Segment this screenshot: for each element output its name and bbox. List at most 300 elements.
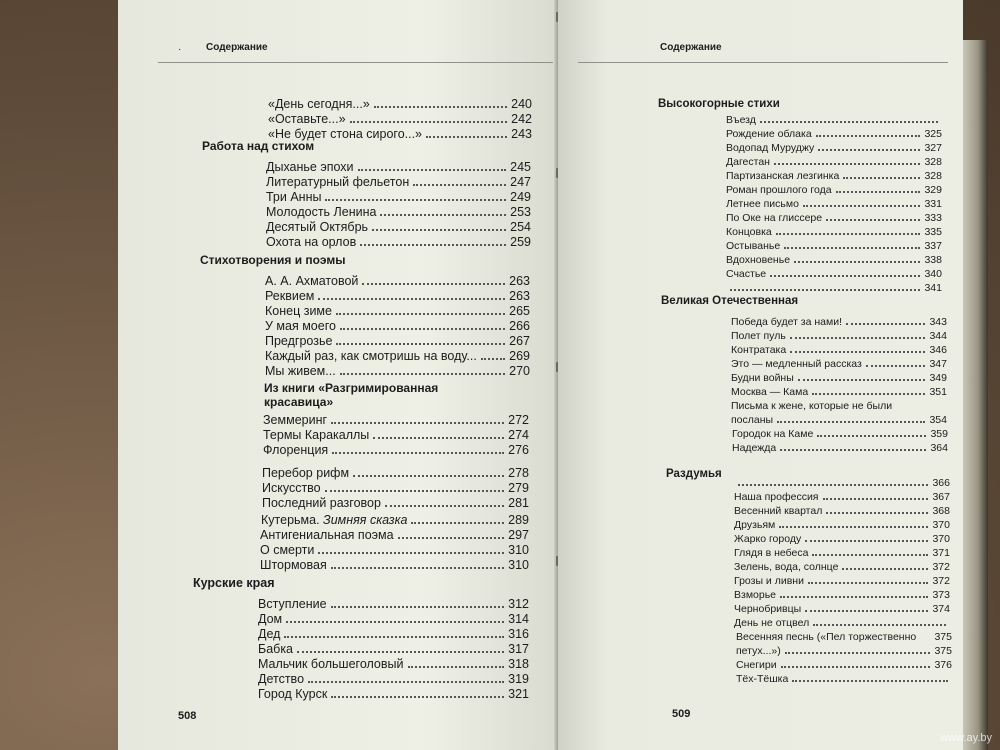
toc-entry <box>731 343 947 357</box>
watermark: www.ay.by <box>940 732 992 744</box>
toc-entry-page: 263 <box>509 289 530 303</box>
toc-entry <box>266 220 531 235</box>
toc-entry <box>726 169 942 183</box>
toc-entry-title: Искусство <box>262 481 321 495</box>
toc-entry-title: Рождение облака <box>726 128 812 140</box>
toc-entry-title: Городок на Каме <box>732 428 814 440</box>
toc-entry <box>736 658 952 672</box>
toc-entry-page: 351 <box>929 386 947 398</box>
toc-entry-page: 254 <box>510 220 531 234</box>
toc-entry <box>726 113 942 127</box>
toc-entry-title: День не отцвел <box>734 617 810 629</box>
toc-entry-title: Антигениальная поэма <box>260 528 394 542</box>
leader-dots <box>780 449 926 451</box>
toc-entry-page: 366 <box>932 477 950 489</box>
toc-list-group4 <box>262 466 529 511</box>
toc-entry <box>734 588 950 602</box>
toc-entry-title: Снегири <box>736 659 777 671</box>
toc-entry-title: Это — медленный рассказ <box>731 358 862 370</box>
toc-entry-title-line2: петух...») <box>736 645 781 657</box>
toc-entry-title: Мы живем... <box>265 364 336 378</box>
toc-entry <box>258 597 529 612</box>
toc-entry <box>731 329 947 343</box>
toc-entry-title: Друзьям <box>734 519 776 531</box>
toc-entry <box>265 334 530 349</box>
toc-entry <box>726 281 942 295</box>
leader-dots <box>353 475 504 477</box>
toc-entry <box>260 528 529 543</box>
toc-entry <box>258 672 529 687</box>
toc-entry-page: 327 <box>924 142 942 154</box>
toc-entry-page: 259 <box>510 235 531 249</box>
toc-entry-title: Литературный фельетон <box>266 175 410 189</box>
header-ornament: · <box>178 44 182 55</box>
toc-entry-page: 263 <box>509 274 530 288</box>
toc-entry-title: Счастье <box>726 268 767 280</box>
toc-entry <box>734 616 950 630</box>
toc-entry <box>258 627 529 642</box>
toc-entry-page: 340 <box>924 268 942 280</box>
toc-entry-page: 276 <box>508 443 529 457</box>
toc-entry-page: 240 <box>511 97 532 111</box>
leader-dots <box>803 205 921 207</box>
section-heading-kurskie: Курские края <box>193 576 275 590</box>
toc-entry <box>262 481 529 496</box>
toc-entry <box>262 496 529 511</box>
toc-entry <box>260 558 529 573</box>
toc-entry-page: 310 <box>508 558 529 572</box>
toc-entry-title: Три Анны <box>266 190 322 204</box>
leader-dots <box>380 214 506 216</box>
leader-dots <box>798 379 926 381</box>
toc-entry-page: 243 <box>511 127 532 141</box>
leader-dots <box>805 540 928 542</box>
leader-dots <box>813 624 946 626</box>
leader-dots <box>774 163 921 165</box>
leader-dots <box>770 275 920 277</box>
leader-dots <box>792 680 948 682</box>
subsection-heading-razgrim <box>264 381 438 409</box>
toc-entry-page: 347 <box>929 358 947 370</box>
toc-entry <box>726 239 942 253</box>
leader-dots <box>336 343 505 345</box>
leader-dots <box>760 121 938 123</box>
toc-entry <box>265 304 530 319</box>
leader-dots <box>808 582 929 584</box>
toc-entry-page: 279 <box>508 481 529 495</box>
toc-entry-title: О смерти <box>260 543 315 557</box>
toc-entry-title: Флоренция <box>263 443 329 457</box>
leader-dots <box>816 135 921 137</box>
toc-entry-song <box>736 630 952 658</box>
toc-entry <box>734 518 950 532</box>
leader-dots <box>785 652 931 654</box>
toc-entry <box>736 672 952 686</box>
toc-entry-title: У мая моего <box>265 319 336 333</box>
toc-entry <box>265 349 530 364</box>
toc-entry-page: 374 <box>932 603 950 615</box>
toc-entry-page: 266 <box>509 319 530 333</box>
leader-dots <box>297 651 504 653</box>
toc-entry-page: 253 <box>510 205 531 219</box>
toc-entry-page: 328 <box>924 156 942 168</box>
leader-dots <box>408 666 505 668</box>
toc-entry-page: 371 <box>932 547 950 559</box>
toc-entry-title: Жарко городу <box>734 533 802 545</box>
toc-entry <box>268 112 532 127</box>
toc-entry-title: Детство <box>258 672 305 686</box>
right-page <box>558 0 963 750</box>
toc-entry-title: Роман прошлого года <box>726 184 832 196</box>
section-heading-rabota: Работа над стихом <box>202 139 315 153</box>
toc-entry-page: 245 <box>510 160 531 174</box>
toc-entry <box>734 574 950 588</box>
toc-entry <box>263 413 529 428</box>
toc-entry-title: Предгрозье <box>265 334 333 348</box>
section-heading-vysokogornye: Высокогорные стихи <box>658 98 780 110</box>
leader-dots <box>318 552 504 554</box>
leader-dots <box>738 484 928 486</box>
toc-list-group2 <box>265 274 530 379</box>
toc-entry <box>731 315 947 329</box>
leader-dots <box>826 219 920 221</box>
toc-entry-page: 375 <box>934 631 952 643</box>
toc-entry-page: 343 <box>929 316 947 328</box>
header-rule-left <box>158 62 553 63</box>
subsection-heading-line1: Из книги «Разгримированная <box>264 381 439 395</box>
toc-entry <box>266 160 531 175</box>
toc-entry-title: Штормовая <box>260 558 327 572</box>
leader-dots <box>817 435 926 437</box>
toc-entry <box>732 441 948 455</box>
toc-entry-page: 372 <box>932 561 950 573</box>
toc-entry-title: Десятый Октябрь <box>266 220 369 234</box>
toc-entry-page: 325 <box>924 128 942 140</box>
toc-entry <box>734 532 950 546</box>
leader-dots <box>331 696 504 698</box>
toc-entry-page: 297 <box>508 528 529 542</box>
leader-dots <box>325 490 505 492</box>
leader-dots <box>826 512 928 514</box>
leader-dots <box>794 261 920 263</box>
toc-entry-page: 269 <box>509 349 530 363</box>
toc-entry <box>726 127 942 141</box>
toc-entry-page: 328 <box>924 170 942 182</box>
toc-entry-page: 368 <box>932 505 950 517</box>
toc-entry-title: Чернобривцы <box>734 603 802 615</box>
toc-entry-page: 318 <box>508 657 529 671</box>
toc-list-group5 <box>260 528 529 573</box>
toc-entry <box>258 612 529 627</box>
toc-entry-title: Город Курск <box>258 687 328 701</box>
toc-entry <box>726 267 942 281</box>
left-page <box>118 0 558 750</box>
toc-entry-page: 310 <box>508 543 529 557</box>
leader-dots <box>385 505 504 507</box>
toc-entry <box>734 504 950 518</box>
toc-entry-page: 249 <box>510 190 531 204</box>
leader-dots <box>426 136 507 138</box>
toc-entry <box>732 427 948 441</box>
toc-entry <box>726 183 942 197</box>
leader-dots <box>373 437 504 439</box>
leader-dots <box>374 106 507 108</box>
leader-dots <box>790 351 925 353</box>
leader-dots <box>823 498 929 500</box>
toc-entry <box>734 560 950 574</box>
leader-dots <box>340 373 505 375</box>
toc-entry <box>731 371 947 385</box>
toc-list-group6 <box>258 597 529 702</box>
toc-list-right-group5 <box>736 658 952 686</box>
leader-dots <box>780 596 928 598</box>
toc-entry-title-line1: Письма к жене, которые не были <box>731 400 893 412</box>
leader-dots <box>340 328 505 330</box>
toc-entry-page: 272 <box>508 413 529 427</box>
toc-entry-page: 337 <box>924 240 942 252</box>
toc-entry-page: 312 <box>508 597 529 611</box>
toc-entry-title: Конец зиме <box>265 304 332 318</box>
toc-entry <box>726 211 942 225</box>
open-book <box>118 0 988 750</box>
leader-dots <box>358 169 507 171</box>
toc-entry <box>266 235 531 250</box>
toc-entry-page: 376 <box>934 659 952 671</box>
toc-entry-title: Весенний квартал <box>734 505 823 517</box>
toc-entry-title: Взморье <box>734 589 777 601</box>
toc-entry-page: 364 <box>930 442 948 454</box>
running-header-left: Содержание <box>206 42 268 53</box>
toc-entry-page: 319 <box>508 672 529 686</box>
toc-entry-page: 367 <box>932 491 950 503</box>
leader-dots <box>331 422 504 424</box>
leader-dots <box>336 313 505 315</box>
toc-entry-page: 321 <box>508 687 529 701</box>
leader-dots <box>360 244 506 246</box>
toc-entry-page: 270 <box>509 364 530 378</box>
leader-dots <box>777 421 925 423</box>
toc-entry <box>726 155 942 169</box>
toc-entry <box>731 357 947 371</box>
leader-dots <box>286 621 504 623</box>
leader-dots <box>331 567 504 569</box>
toc-entry-title: Будни войны <box>731 372 794 384</box>
toc-entry <box>262 466 529 481</box>
toc-entry <box>263 443 529 458</box>
toc-entry-title: Перебор рифм <box>262 466 350 480</box>
toc-entry-title: Водопад Муруджу <box>726 142 815 154</box>
leader-dots <box>332 452 504 454</box>
toc-entry-title: Бабка <box>258 642 294 656</box>
toc-entry-title: Дед <box>258 627 281 641</box>
leader-dots <box>411 522 504 524</box>
toc-entry-title: Москва — Кама <box>731 386 809 398</box>
header-rule-right <box>578 62 948 63</box>
toc-entry <box>263 428 529 443</box>
toc-entry-page: 314 <box>508 612 529 626</box>
running-header-right: Содержание <box>660 42 722 53</box>
toc-entry <box>731 385 947 399</box>
toc-entry-letters <box>731 399 947 427</box>
leader-dots <box>481 358 505 360</box>
toc-list-group3 <box>263 413 529 458</box>
leader-dots <box>812 554 928 556</box>
toc-list-right-group1 <box>726 113 942 295</box>
toc-entry <box>258 687 529 702</box>
section-heading-stikhotvoreniya: Стихотворения и поэмы <box>200 253 346 267</box>
toc-entry-page: 341 <box>924 282 942 294</box>
toc-entry-title: А. А. Ахматовой <box>265 274 359 288</box>
toc-entry-title: Молодость Ленина <box>266 205 377 219</box>
toc-entry-page: 331 <box>924 198 942 210</box>
toc-entry-title: Охота на орлов <box>266 235 357 249</box>
toc-entry-title-line2: посланы <box>731 414 774 426</box>
toc-entry-title: Термы Каракаллы <box>263 428 370 442</box>
toc-entry-title: «День сегодня...» <box>268 97 370 111</box>
leader-dots <box>776 233 921 235</box>
leader-dots <box>308 681 504 683</box>
book-cover-edge <box>963 40 988 750</box>
toc-entry-page: 373 <box>932 589 950 601</box>
toc-entry <box>734 490 950 504</box>
toc-entry-page: 359 <box>930 428 948 440</box>
toc-entry-title: Дагестан <box>726 156 770 168</box>
page-number-right: 509 <box>672 708 691 720</box>
leader-dots <box>372 229 506 231</box>
toc-entry-page: 278 <box>508 466 529 480</box>
toc-entry-title: Последний разговор <box>262 496 381 510</box>
leader-dots <box>350 121 508 123</box>
section-heading-razdumya: Раздумья <box>666 468 722 480</box>
toc-entry-page: 247 <box>510 175 531 189</box>
toc-entry-title: Вступление <box>258 597 327 611</box>
toc-entry-title: По Оке на глиссере <box>726 212 823 224</box>
toc-list-group1 <box>266 160 531 250</box>
toc-entry <box>258 642 529 657</box>
toc-entry <box>265 274 530 289</box>
toc-entry-title: Мальчик большеголовый <box>258 657 404 671</box>
toc-entry <box>266 175 531 190</box>
leader-dots <box>779 526 928 528</box>
leader-dots <box>818 149 920 151</box>
toc-entry-title: Партизанская лезгинка <box>726 170 840 182</box>
toc-entry-kuterma <box>261 513 529 528</box>
toc-entry <box>726 141 942 155</box>
toc-entry-title: Полет пуль <box>731 330 786 342</box>
toc-entry-page: 375 <box>934 645 952 657</box>
leader-dots <box>730 289 920 291</box>
toc-entry <box>266 205 531 220</box>
toc-entry-page: 274 <box>508 428 529 442</box>
leader-dots <box>842 568 928 570</box>
toc-entry-page: 267 <box>509 334 530 348</box>
leader-dots <box>781 666 931 668</box>
toc-entry-title: Каждый раз, как смотришь на воду... <box>265 349 477 363</box>
toc-entry <box>265 364 530 379</box>
toc-list-right-group4 <box>734 476 950 630</box>
toc-entry-title: Летнее письмо <box>726 198 799 210</box>
toc-entry-title: Надежда <box>732 442 777 454</box>
toc-entry-title: Тёх-Тёшка <box>736 673 789 685</box>
toc-entry <box>266 190 531 205</box>
toc-entry <box>734 476 950 490</box>
toc-entry-title: Вдохновенье <box>726 254 791 266</box>
toc-entry-title: Земмеринг <box>263 413 328 427</box>
toc-entry <box>726 197 942 211</box>
toc-entry-page: 372 <box>932 575 950 587</box>
toc-entry-title: Остыванье <box>726 240 781 252</box>
toc-entry-title: «Не будет стона сирого...» <box>268 127 423 141</box>
toc-entry-page: 289 <box>508 513 529 527</box>
toc-entry <box>734 602 950 616</box>
toc-entry-title: Победа будет за нами! <box>731 316 843 328</box>
leader-dots <box>836 191 921 193</box>
toc-entry-page: 329 <box>924 184 942 196</box>
toc-entry-page: 316 <box>508 627 529 641</box>
toc-entry-title: Дыханье эпохи <box>266 160 354 174</box>
leader-dots <box>846 323 925 325</box>
toc-entry-page: 265 <box>509 304 530 318</box>
toc-entry <box>726 225 942 239</box>
toc-entry-page: 335 <box>924 226 942 238</box>
toc-entry-page: 370 <box>932 533 950 545</box>
toc-entry-title: Кутерьма. Зимняя сказка <box>261 513 408 527</box>
toc-entry-title: Зелень, вода, солнце <box>734 561 839 573</box>
toc-entry-title: Въезд <box>726 114 756 126</box>
toc-entry <box>268 97 532 112</box>
leader-dots <box>812 393 925 395</box>
toc-entry-page: 344 <box>929 330 947 342</box>
toc-list-right-group2 <box>731 315 947 399</box>
toc-entry-title: Реквием <box>265 289 315 303</box>
toc-entry-page: 333 <box>924 212 942 224</box>
toc-entry-page: 349 <box>929 372 947 384</box>
toc-entry-title: Наша профессия <box>734 491 819 503</box>
leader-dots <box>790 337 926 339</box>
toc-entry <box>258 657 529 672</box>
toc-entry <box>260 543 529 558</box>
toc-list-right-group3 <box>732 427 948 455</box>
toc-entry-page: 354 <box>929 414 947 426</box>
toc-entry <box>734 546 950 560</box>
leader-dots <box>843 177 920 179</box>
toc-entry-title: «Оставьте...» <box>268 112 346 126</box>
leader-dots <box>805 610 928 612</box>
toc-entry-title: Концовка <box>726 226 772 238</box>
leader-dots <box>413 184 506 186</box>
leader-dots <box>331 606 505 608</box>
toc-entry-title: Контратака <box>731 344 787 356</box>
toc-entry-page: 317 <box>508 642 529 656</box>
page-number-left: 508 <box>178 710 197 722</box>
subsection-heading-line2: красавица» <box>264 395 334 409</box>
toc-entry <box>265 289 530 304</box>
toc-entry-title: Дом <box>258 612 283 626</box>
toc-entry <box>726 253 942 267</box>
section-heading-velikaya: Великая Отечественная <box>661 295 799 307</box>
toc-entry-title: Грозы и ливни <box>734 575 804 587</box>
leader-dots <box>318 298 505 300</box>
toc-entry-page: 338 <box>924 254 942 266</box>
toc-entry-title: Глядя в небеса <box>734 547 809 559</box>
toc-entry-page: 346 <box>929 344 947 356</box>
toc-entry-page: 370 <box>932 519 950 531</box>
toc-entry-page: 242 <box>511 112 532 126</box>
toc-entry <box>265 319 530 334</box>
leader-dots <box>398 537 505 539</box>
toc-entry-page: 281 <box>508 496 529 510</box>
toc-entry-title-line1: Весенняя песнь («Пел торжественно <box>736 631 917 643</box>
